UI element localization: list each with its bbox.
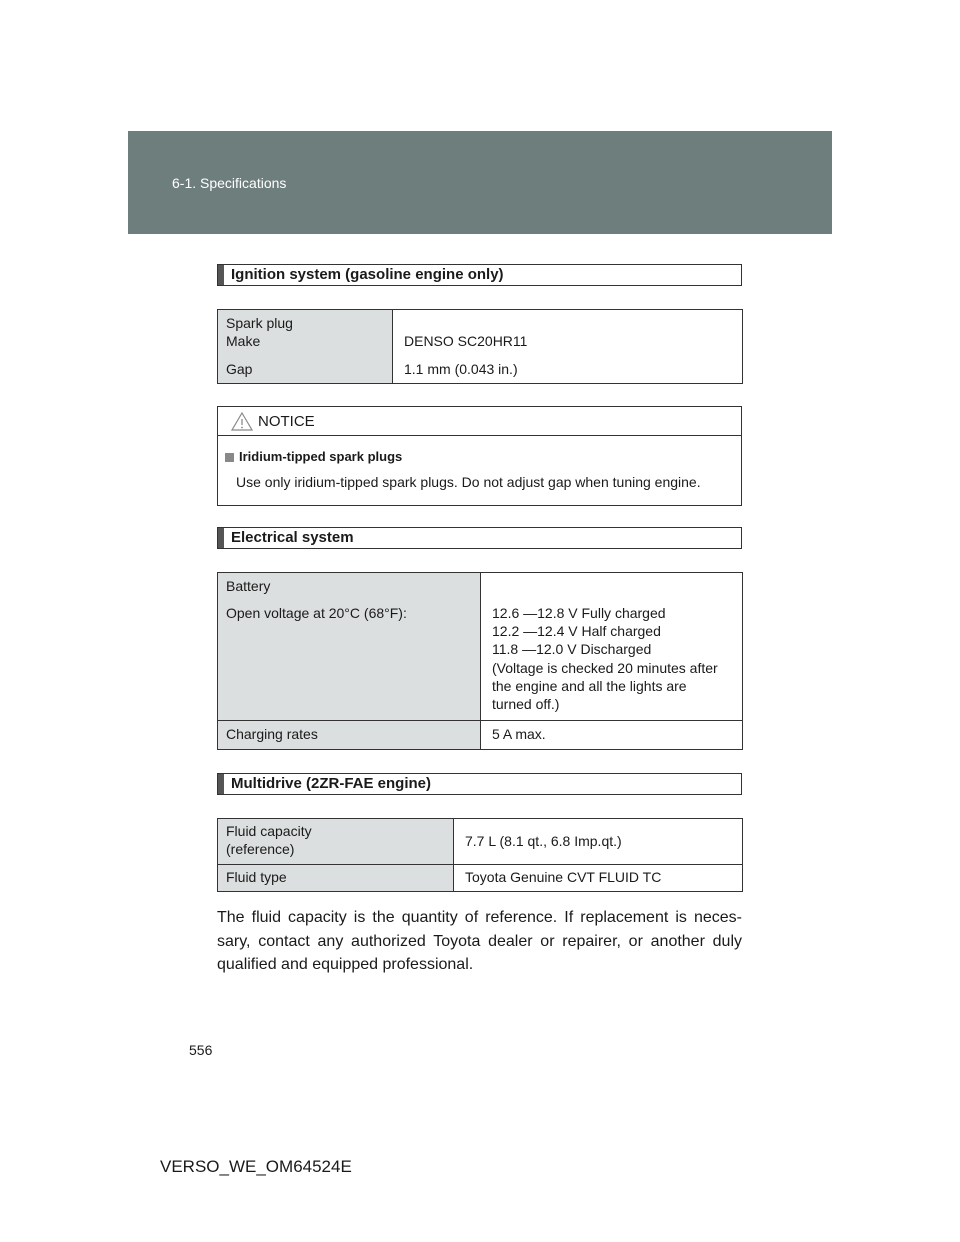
ignition-spec-table <box>217 309 743 384</box>
voltage-line: (Voltage is checked 20 minutes after <box>492 660 718 676</box>
notice-header <box>218 407 741 436</box>
fluid-capacity-paragraph: The fluid capacity is the quantity of reference. If replacement is neces- sary, contact any authorized Toyota dealer or repairer, or another duly qualified and equipped professional. <box>217 909 742 973</box>
voltage-line: 12.2 —12.4 V Half charged <box>492 623 661 639</box>
voltage-line: turned off.) <box>492 696 560 712</box>
make-label: Make <box>226 333 261 349</box>
voltage-label: Open voltage at 20°C (68°F): <box>226 605 407 621</box>
battery-value-cell <box>481 573 743 721</box>
fluid-capacity-label: Fluid capacity <box>226 823 312 839</box>
notice-item-title: Iridium-tipped spark plugs <box>239 449 403 464</box>
document-code: VERSO_WE_OM64524E <box>160 1157 352 1176</box>
electrical-spec-table <box>217 572 743 750</box>
section-title-text: Multidrive (2ZR-FAE engine) <box>231 775 432 792</box>
chapter-header <box>128 131 832 234</box>
fluid-capacity-value-cell <box>454 819 743 865</box>
bullet-square-icon <box>225 453 234 462</box>
notice-item-body: Use only iridium-tipped spark plugs. Do not adjust gap when tuning engine. <box>236 474 701 490</box>
charging-label: Charging rates <box>226 726 318 742</box>
section-marker <box>218 774 224 794</box>
multidrive-spec-table <box>217 818 743 892</box>
fluid-capacity-label-cell <box>218 819 454 865</box>
warning-triangle-icon <box>231 412 253 431</box>
section-title-text: Electrical system <box>231 529 354 546</box>
ignition-section-title <box>217 264 742 286</box>
fluid-type-label-cell <box>218 865 454 892</box>
fluid-capacity-value: 7.7 L (8.1 qt., 6.8 Imp.qt.) <box>465 833 622 849</box>
fluid-type-value-cell <box>454 865 743 892</box>
notice-box <box>217 406 742 506</box>
fluid-type-value: Toyota Genuine CVT FLUID TC <box>465 869 662 885</box>
voltage-line: 11.8 —12.0 V Discharged <box>492 641 652 657</box>
page-number: 556 <box>189 1042 213 1058</box>
charging-value-cell <box>481 721 743 750</box>
fluid-type-label: Fluid type <box>226 869 287 885</box>
spark-plug-label: Spark plug <box>226 315 293 331</box>
section-marker <box>218 265 224 285</box>
battery-label-cell <box>218 573 481 721</box>
section-marker <box>218 528 224 548</box>
voltage-line: 12.6 —12.8 V Fully charged <box>492 605 666 621</box>
section-title-text: Ignition system (gasoline engine only) <box>231 266 504 283</box>
electrical-section-title <box>217 527 742 549</box>
charging-label-cell <box>218 721 481 750</box>
battery-label: Battery <box>226 578 271 594</box>
spark-plug-label-cell <box>218 310 393 384</box>
multidrive-section-title <box>217 773 742 795</box>
notice-heading: NOTICE <box>258 413 315 430</box>
charging-value: 5 A max. <box>492 726 546 742</box>
gap-value: 1.1 mm (0.043 in.) <box>404 361 518 377</box>
spark-plug-value-cell <box>393 310 743 384</box>
gap-label: Gap <box>226 361 253 377</box>
make-value: DENSO SC20HR11 <box>404 333 528 349</box>
voltage-line: the engine and all the lights are <box>492 678 687 694</box>
breadcrumb: 6-1. Specifications <box>172 175 287 191</box>
fluid-capacity-label: (reference) <box>226 841 295 857</box>
